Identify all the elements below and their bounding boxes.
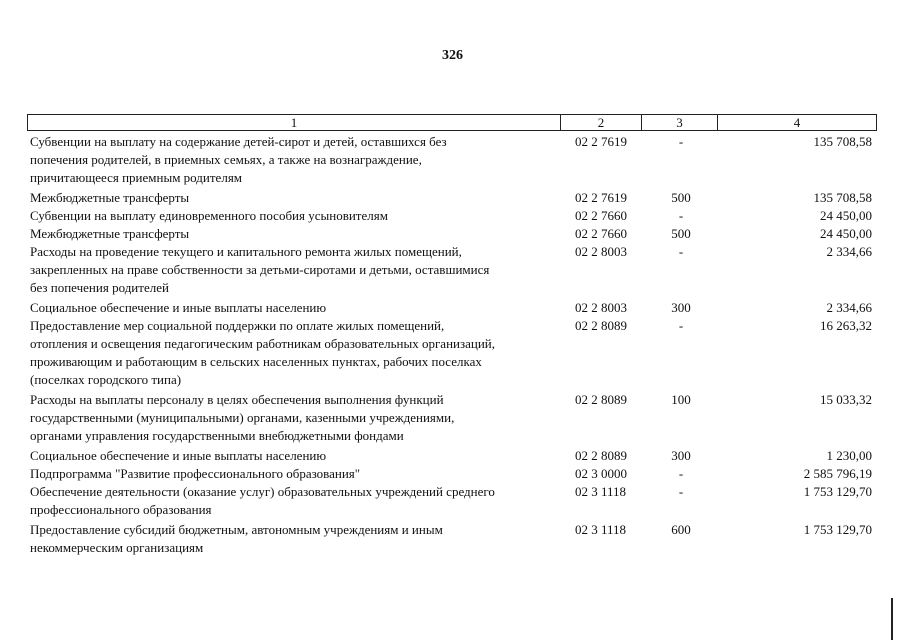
- row-code: 02 2 7660: [575, 208, 627, 223]
- row-amount: 24 450,00: [820, 208, 872, 223]
- page-number: 326: [442, 48, 463, 63]
- row-name: Расходы на выплаты персоналу в целях обеспечения выполнения функций государственными (муниципальными) органами, казенными учреждениями, органами управления государственными внебюджетными фондами: [30, 392, 455, 443]
- row-name: Обеспечение деятельности (оказание услуг) образовательных учреждений среднего профессионального образования: [30, 484, 495, 517]
- row-amount: 135 708,58: [813, 190, 872, 205]
- header-col-3: 3: [676, 115, 683, 130]
- row-amount: 135 708,58: [813, 134, 872, 149]
- table-row: [30, 225, 875, 243]
- row-type: 100: [671, 392, 691, 407]
- table-row: [30, 391, 875, 445]
- row-code: 02 2 8003: [575, 244, 627, 259]
- row-code: 02 3 1118: [575, 522, 627, 537]
- row-amount: 2 334,66: [826, 300, 872, 315]
- row-code: 02 3 1118: [575, 484, 627, 499]
- table-row: [30, 133, 875, 187]
- row-code: 02 2 8003: [575, 300, 627, 315]
- row-amount: 1 753 129,70: [803, 522, 872, 537]
- row-code: 02 2 7660: [575, 226, 627, 241]
- row-name: Подпрограмма "Развитие профессионального образования": [30, 466, 361, 481]
- row-code: 02 3 0000: [575, 466, 627, 481]
- row-type: -: [678, 484, 684, 499]
- table-row: [30, 317, 875, 389]
- row-code: 02 2 7619: [575, 134, 627, 149]
- row-amount: 16 263,32: [820, 318, 872, 333]
- row-name: Межбюджетные трансферты: [30, 190, 190, 205]
- table-row: [30, 299, 875, 317]
- row-type: -: [678, 466, 684, 481]
- row-type: 500: [671, 190, 691, 205]
- row-name: Социальное обеспечение и иные выплаты населению: [30, 300, 327, 315]
- row-amount: 15 033,32: [820, 392, 872, 407]
- table-row: [30, 465, 875, 483]
- table-body: [30, 133, 875, 557]
- row-amount: 24 450,00: [820, 226, 872, 241]
- row-type: -: [678, 134, 684, 149]
- row-code: 02 2 7619: [575, 190, 627, 205]
- table-row: [30, 243, 875, 297]
- header-col-4: 4: [793, 115, 801, 130]
- row-code: 02 2 8089: [575, 392, 627, 407]
- row-name: Предоставление субсидий бюджетным, автономным учреждениям и иным некоммерческим организациям: [30, 522, 443, 555]
- row-name: Расходы на проведение текущего и капитального ремонта жилых помещений, закрепленных на праве собственности за детьми-сиротами и детьми, оставшимися без попечения родителей: [30, 244, 490, 295]
- row-name: Предоставление мер социальной поддержки по оплате жилых помещений, отопления и освещения педагогическим работникам образовательных организаций, проживающим и работающим в сельских населенных пунктах, рабочих поселках (поселках городского типа): [30, 318, 496, 387]
- row-type: -: [678, 208, 684, 223]
- row-type: 300: [671, 448, 691, 463]
- row-type: 300: [671, 300, 691, 315]
- table-row: [30, 189, 875, 207]
- row-name: Субвенции на выплату единовременного пособия усыновителям: [30, 208, 388, 223]
- row-name: Социальное обеспечение и иные выплаты населению: [30, 448, 327, 463]
- table-header: [27, 114, 877, 131]
- table-row: [30, 521, 875, 557]
- row-amount: 2 334,66: [826, 244, 872, 259]
- row-type: 500: [671, 226, 691, 241]
- row-amount: 2 585 796,19: [803, 466, 872, 481]
- row-code: 02 2 8089: [575, 318, 627, 333]
- header-col-1: 1: [290, 115, 298, 130]
- table-row: [30, 207, 875, 225]
- row-type: -: [678, 244, 684, 259]
- table-row: [30, 447, 875, 465]
- row-amount: 1 753 129,70: [803, 484, 872, 499]
- row-name: Субвенции на выплату на содержание детей-сирот и детей, оставшихся без попечения родителей, в приемных семьях, а также на вознаграждение, причитающееся приемным родителям: [30, 134, 447, 185]
- row-amount: 1 230,00: [826, 448, 872, 463]
- header-col-2: 2: [597, 115, 605, 130]
- row-type: -: [678, 318, 684, 333]
- page-edge-divider: [891, 598, 893, 640]
- row-code: 02 2 8089: [575, 448, 627, 463]
- row-name: Межбюджетные трансферты: [30, 226, 190, 241]
- table-row: [30, 483, 875, 519]
- row-type: 600: [671, 522, 691, 537]
